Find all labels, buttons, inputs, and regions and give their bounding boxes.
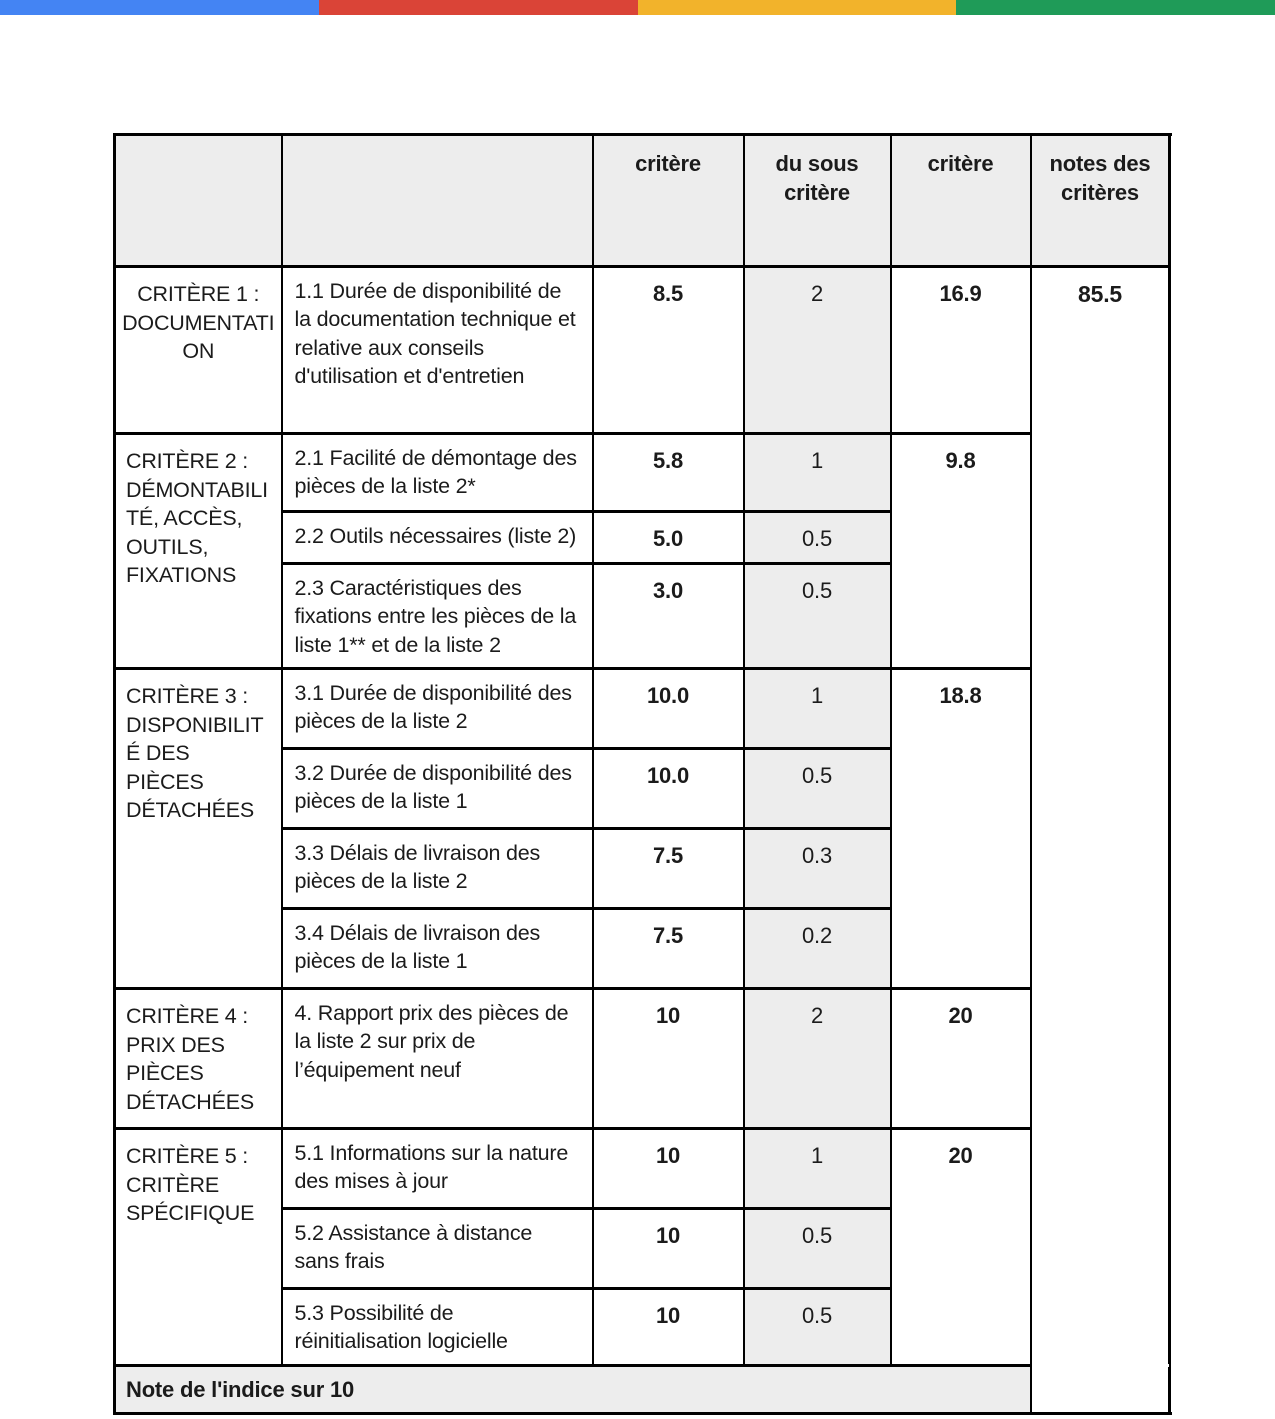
col-header-group	[115, 135, 282, 267]
table-row	[115, 434, 1170, 512]
subcriterion-desc-5-1: 5.1 Informations sur la nature des mises à jour	[282, 1129, 593, 1209]
group-label-critere-4: CRITÈRE 4 : PRIX DES PIÈCES DÉTACHÉES	[115, 989, 282, 1129]
group-score-critere-2: 9.8	[891, 434, 1031, 669]
table-row	[115, 267, 1170, 434]
col-header-subcriterion	[282, 135, 593, 267]
top-bar-green-segment	[956, 0, 1275, 15]
subcriterion-note-1-1: 8.5	[593, 267, 744, 434]
subcriterion-coef-2-1: 1	[744, 434, 891, 512]
subcriterion-note-4: 10	[593, 989, 744, 1129]
subcriterion-coef-3-2: 0.5	[744, 749, 891, 829]
subcriterion-coef-2-3: 0.5	[744, 564, 891, 669]
group-label-critere-2: CRITÈRE 2 : DÉMONTABILITÉ, ACCÈS, OUTILS, FIXATIONS	[115, 434, 282, 669]
top-bar-yellow-segment	[638, 0, 957, 15]
subcriterion-note-3-1: 10.0	[593, 669, 744, 749]
col-header-coef-sous-critere: du sous critère	[744, 135, 891, 267]
top-bar-blue-segment	[0, 0, 319, 15]
subcriterion-coef-5-2: 0.5	[744, 1209, 891, 1289]
group-label-critere-5: CRITÈRE 5 : CRITÈRE SPÉCIFIQUE	[115, 1129, 282, 1366]
table-row	[115, 1129, 1170, 1209]
subcriterion-desc-5-2: 5.2 Assistance à distance sans frais	[282, 1209, 593, 1289]
subcriterion-desc-3-4: 3.4 Délais de livraison des pièces de la liste 1	[282, 909, 593, 989]
total-notes-value: 85.5	[1031, 267, 1170, 1414]
group-score-critere-5: 20	[891, 1129, 1031, 1366]
subcriterion-coef-3-3: 0.3	[744, 829, 891, 909]
subcriterion-desc-2-1: 2.1 Facilité de démontage des pièces de la liste 2*	[282, 434, 593, 512]
group-score-critere-1: 16.9	[891, 267, 1031, 434]
table-row	[115, 989, 1170, 1129]
subcriterion-desc-4: 4. Rapport prix des pièces de la liste 2 sur prix de l’équipement neuf	[282, 989, 593, 1129]
subcriterion-desc-1-1: 1.1 Durée de disponibilité de la documentation technique et relative aux conseils d'utilisation et d'entretien	[282, 267, 593, 434]
subcriterion-note-5-3: 10	[593, 1289, 744, 1366]
group-score-critere-3: 18.8	[891, 669, 1031, 989]
subcriterion-desc-2-2: 2.2 Outils nécessaires (liste 2)	[282, 512, 593, 564]
top-color-bar	[0, 0, 1275, 15]
subcriterion-note-3-2: 10.0	[593, 749, 744, 829]
subcriterion-coef-2-2: 0.5	[744, 512, 891, 564]
col-header-notes-des-criteres: notes des critères	[1031, 135, 1170, 267]
subcriterion-desc-5-3: 5.3 Possibilité de réinitialisation logicielle	[282, 1289, 593, 1366]
subcriterion-coef-1-1: 2	[744, 267, 891, 434]
subcriterion-coef-5-1: 1	[744, 1129, 891, 1209]
subcriterion-desc-3-2: 3.2 Durée de disponibilité des pièces de la liste 1	[282, 749, 593, 829]
subcriterion-coef-4: 2	[744, 989, 891, 1129]
table-header-row	[115, 135, 1170, 267]
subcriterion-coef-5-3: 0.5	[744, 1289, 891, 1366]
subcriterion-coef-3-4: 0.2	[744, 909, 891, 989]
subcriterion-note-5-1: 10	[593, 1129, 744, 1209]
subcriterion-note-2-3: 3.0	[593, 564, 744, 669]
col-header-note-critere-2: critère	[891, 135, 1031, 267]
subcriterion-note-3-4: 7.5	[593, 909, 744, 989]
index-note-label: Note de l'indice sur 10	[115, 1366, 1031, 1414]
subcriterion-note-3-3: 7.5	[593, 829, 744, 909]
group-score-critere-4: 20	[891, 989, 1031, 1129]
subcriterion-note-2-2: 5.0	[593, 512, 744, 564]
subcriterion-note-2-1: 5.8	[593, 434, 744, 512]
subcriterion-desc-2-3: 2.3 Caractéristiques des fixations entre les pièces de la liste 1** et de la liste 2	[282, 564, 593, 669]
group-label-critere-3: CRITÈRE 3 : DISPONIBILITÉ DES PIÈCES DÉTACHÉES	[115, 669, 282, 989]
repairability-criteria-table	[113, 133, 1171, 1415]
index-note-row	[115, 1366, 1170, 1414]
subcriterion-desc-3-3: 3.3 Délais de livraison des pièces de la liste 2	[282, 829, 593, 909]
col-header-note-critere: critère	[593, 135, 744, 267]
subcriterion-desc-3-1: 3.1 Durée de disponibilité des pièces de la liste 2	[282, 669, 593, 749]
subcriterion-coef-3-1: 1	[744, 669, 891, 749]
group-label-critere-1: CRITÈRE 1 : DOCUMENTATION	[115, 267, 282, 434]
subcriterion-note-5-2: 10	[593, 1209, 744, 1289]
top-bar-red-segment	[319, 0, 638, 15]
table-row	[115, 669, 1170, 749]
